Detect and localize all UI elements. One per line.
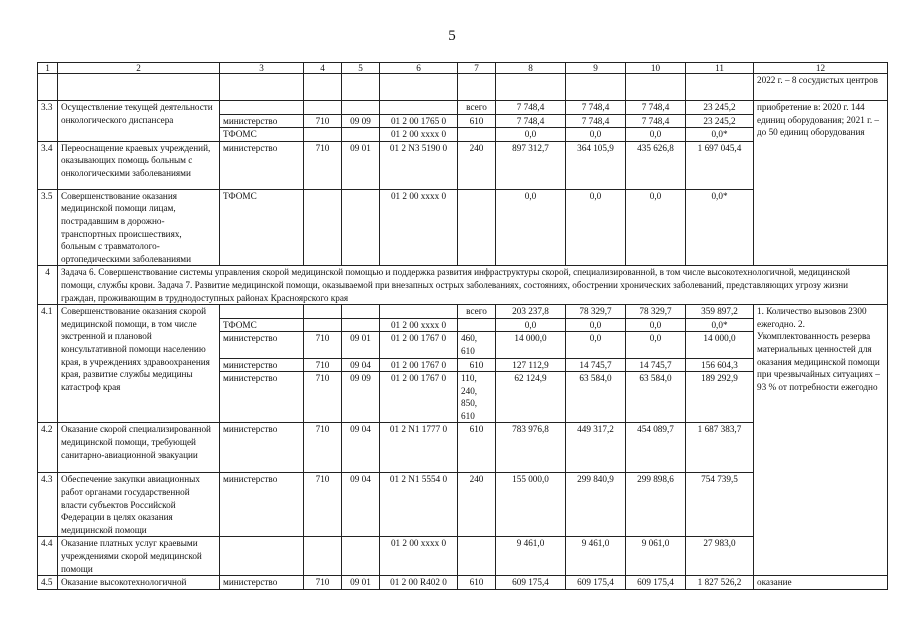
rzpr: 09 01 xyxy=(342,576,380,590)
year-3-value: 7 748,4 xyxy=(626,101,686,115)
year-3-value: 7 748,4 xyxy=(626,114,686,128)
grbs: 710 xyxy=(304,114,342,128)
vr: 240 xyxy=(458,141,496,189)
executor: министерство xyxy=(220,473,304,537)
grbs: 710 xyxy=(304,372,342,423)
row-number: 3.3 xyxy=(38,101,58,142)
header-cell: 9 xyxy=(566,63,626,74)
year-1-value: 897 312,7 xyxy=(496,141,566,189)
row-number: 4 xyxy=(38,266,58,305)
year-1-value: 127 112,9 xyxy=(496,358,566,372)
grbs: 710 xyxy=(304,473,342,537)
csr: 01 2 00 1767 0 xyxy=(380,372,458,423)
activity-name: Переоснащение краевых учреждений, оказывающих помощь больным с онкологическими заболеваниями xyxy=(58,141,220,189)
header-cell: 12 xyxy=(754,63,888,74)
activity-name: Обеспечение закупки авиационных работ органами государственной власти субъектов Российской Федерации в целях оказания медицинской помощи xyxy=(58,473,220,537)
vr: всего xyxy=(458,305,496,319)
rzpr xyxy=(342,189,380,266)
result-cell: 1. Количество вызовов 2300 ежегодно. 2. Укомплектованность резерва материальных ценностей для оказания медицинской помощи при чрезвычайных ситуациях – 93 % от потребности ежегодно xyxy=(754,305,888,576)
vr xyxy=(458,537,496,576)
rzpr: 09 01 xyxy=(342,141,380,189)
year-2-value: 0,0 xyxy=(566,189,626,266)
grbs xyxy=(304,101,342,115)
executor xyxy=(220,101,304,115)
total-value: 1 687 383,7 xyxy=(686,423,754,473)
year-3-value: 78 329,7 xyxy=(626,305,686,319)
activity-name: Оказание скорой специализированной медицинской помощи, требующей санитарно-авиационной эвакуации xyxy=(58,423,220,473)
total-value: 156 604,3 xyxy=(686,358,754,372)
year-3-value: 0,0 xyxy=(626,128,686,142)
year-2-value: 449 317,2 xyxy=(566,423,626,473)
header-cell: 3 xyxy=(220,63,304,74)
csr: 01 2 N1 5554 0 xyxy=(380,473,458,537)
executor: министерство xyxy=(220,423,304,473)
executor: министерство xyxy=(220,114,304,128)
vr xyxy=(458,189,496,266)
year-3-value: 63 584,0 xyxy=(626,372,686,423)
header-cell: 11 xyxy=(686,63,754,74)
year-1-value: 783 976,8 xyxy=(496,423,566,473)
year-2-value: 7 748,4 xyxy=(566,101,626,115)
total-value: 754 739,5 xyxy=(686,473,754,537)
header-cell: 5 xyxy=(342,63,380,74)
year-1-value: 609 175,4 xyxy=(496,576,566,590)
total-value: 27 983,0 xyxy=(686,537,754,576)
activity-name: Оказание платных услуг краевыми учреждениями скорой медицинской помощи xyxy=(58,537,220,576)
grbs xyxy=(304,189,342,266)
executor xyxy=(220,537,304,576)
table-row xyxy=(38,74,888,101)
year-1-value: 7 748,4 xyxy=(496,101,566,115)
executor xyxy=(220,305,304,319)
year-3-value: 0,0 xyxy=(626,332,686,358)
grbs xyxy=(304,305,342,319)
total-value: 0,0* xyxy=(686,128,754,142)
rzpr xyxy=(342,537,380,576)
row-number: 3.4 xyxy=(38,141,58,189)
year-3-value: 299 898,6 xyxy=(626,473,686,537)
year-3-value: 0,0 xyxy=(626,318,686,332)
vr: 610 xyxy=(458,114,496,128)
csr: 01 2 00 хххх 0 xyxy=(380,537,458,576)
executor: министерство xyxy=(220,358,304,372)
table-row xyxy=(38,101,888,115)
csr: 01 2 00 1767 0 xyxy=(380,332,458,358)
header-cell: 10 xyxy=(626,63,686,74)
grbs xyxy=(304,318,342,332)
grbs: 710 xyxy=(304,576,342,590)
vr: всего xyxy=(458,101,496,115)
year-1-value: 7 748,4 xyxy=(496,114,566,128)
grbs xyxy=(304,537,342,576)
csr: 01 2 00 хххх 0 xyxy=(380,318,458,332)
header-cell: 6 xyxy=(380,63,458,74)
executor: ТФОМС xyxy=(220,318,304,332)
total-value: 359 897,2 xyxy=(686,305,754,319)
year-3-value: 435 626,8 xyxy=(626,141,686,189)
csr: 01 2 00 1765 0 xyxy=(380,114,458,128)
vr: 110, 240, 850, 610 xyxy=(458,372,496,423)
rzpr xyxy=(342,128,380,142)
csr xyxy=(380,101,458,115)
year-1-value: 203 237,8 xyxy=(496,305,566,319)
section-row xyxy=(38,266,888,305)
grbs: 710 xyxy=(304,332,342,358)
total-value: 1 827 526,2 xyxy=(686,576,754,590)
total-value: 0,0* xyxy=(686,189,754,266)
program-table xyxy=(37,62,888,590)
year-3-value: 454 089,7 xyxy=(626,423,686,473)
row-number: 4.2 xyxy=(38,423,58,473)
year-3-value: 609 175,4 xyxy=(626,576,686,590)
vr xyxy=(458,318,496,332)
year-1-value: 0,0 xyxy=(496,318,566,332)
activity-name: Осуществление текущей деятельности онкологического диспансера xyxy=(58,101,220,142)
rzpr: 09 04 xyxy=(342,423,380,473)
csr: 01 2 00 хххх 0 xyxy=(380,128,458,142)
year-3-value: 14 745,7 xyxy=(626,358,686,372)
page-number: 5 xyxy=(448,28,456,44)
year-1-value: 155 000,0 xyxy=(496,473,566,537)
year-2-value: 7 748,4 xyxy=(566,114,626,128)
activity-name: Совершенствование оказания медицинской помощи лицам, пострадавшим в дорожно-транспортных происшествиях, больным с травматолого-ортопедическими заболеваниями xyxy=(58,189,220,266)
csr: 01 2 N1 1777 0 xyxy=(380,423,458,473)
year-3-value: 9 061,0 xyxy=(626,537,686,576)
rzpr xyxy=(342,318,380,332)
vr: 610 xyxy=(458,423,496,473)
year-2-value: 9 461,0 xyxy=(566,537,626,576)
total-value: 14 000,0 xyxy=(686,332,754,358)
row-number: 4.3 xyxy=(38,473,58,537)
row-number: 4.5 xyxy=(38,576,58,590)
year-1-value: 14 000,0 xyxy=(496,332,566,358)
year-2-value: 364 105,9 xyxy=(566,141,626,189)
table-row xyxy=(38,576,888,590)
csr: 01 2 N3 5190 0 xyxy=(380,141,458,189)
rzpr xyxy=(342,101,380,115)
csr: 01 2 00 R402 0 xyxy=(380,576,458,590)
year-2-value: 14 745,7 xyxy=(566,358,626,372)
vr: 610 xyxy=(458,358,496,372)
csr: 01 2 00 хххх 0 xyxy=(380,189,458,266)
grbs: 710 xyxy=(304,358,342,372)
header-cell: 4 xyxy=(304,63,342,74)
year-1-value: 0,0 xyxy=(496,128,566,142)
rzpr: 09 04 xyxy=(342,473,380,537)
row-number: 3.5 xyxy=(38,189,58,266)
vr: 610 xyxy=(458,576,496,590)
total-value: 189 292,9 xyxy=(686,372,754,423)
year-1-value: 62 124,9 xyxy=(496,372,566,423)
rzpr: 09 09 xyxy=(342,372,380,423)
header-cell: 1 xyxy=(38,63,58,74)
year-2-value: 0,0 xyxy=(566,318,626,332)
table-row xyxy=(38,305,888,319)
executor: министерство xyxy=(220,372,304,423)
vr: 460, 610 xyxy=(458,332,496,358)
header-cell: 2 xyxy=(58,63,220,74)
total-value: 1 697 045,4 xyxy=(686,141,754,189)
year-3-value: 0,0 xyxy=(626,189,686,266)
year-2-value: 78 329,7 xyxy=(566,305,626,319)
row-number: 4.4 xyxy=(38,537,58,576)
rzpr: 09 01 xyxy=(342,332,380,358)
executor: министерство xyxy=(220,332,304,358)
header-cell: 8 xyxy=(496,63,566,74)
rzpr: 09 04 xyxy=(342,358,380,372)
vr xyxy=(458,128,496,142)
year-2-value: 63 584,0 xyxy=(566,372,626,423)
year-1-value: 9 461,0 xyxy=(496,537,566,576)
grbs xyxy=(304,128,342,142)
section-text: Задача 6. Совершенствование системы управления скорой медицинской помощью и поддержка развития инфраструктуры скорой, специализированной, в том числе высокотехнологичной, медицинской помощи, службы крови. Задача 7. Развитие медицинской помощи, оказываемой при внезапных острых заболеваниях, состояниях, обострении хронических заболеваний, представляющих угрозу жизни граждан, проживающим в труднодоступных районах Красноярского края xyxy=(58,266,888,305)
result-cell: приобретение в: 2020 г. 144 единиц оборудования; 2021 г. – до 50 единиц оборудования xyxy=(754,101,888,266)
year-2-value: 299 840,9 xyxy=(566,473,626,537)
rzpr: 09 09 xyxy=(342,114,380,128)
csr xyxy=(380,305,458,319)
executor: министерство xyxy=(220,141,304,189)
vr: 240 xyxy=(458,473,496,537)
header-cell: 7 xyxy=(458,63,496,74)
result-cell: 2022 г. – 8 сосудистых центров xyxy=(754,74,888,101)
result-cell: оказание xyxy=(754,576,888,590)
total-value: 0,0* xyxy=(686,318,754,332)
executor: министерство xyxy=(220,576,304,590)
rzpr xyxy=(342,305,380,319)
total-value: 23 245,2 xyxy=(686,114,754,128)
year-2-value: 0,0 xyxy=(566,332,626,358)
year-1-value: 0,0 xyxy=(496,189,566,266)
row-number: 4.1 xyxy=(38,305,58,423)
executor: ТФОМС xyxy=(220,128,304,142)
activity-name: Оказание высокотехнологичной xyxy=(58,576,220,590)
csr: 01 2 00 1767 0 xyxy=(380,358,458,372)
header-row xyxy=(38,63,888,74)
total-value: 23 245,2 xyxy=(686,101,754,115)
year-2-value: 0,0 xyxy=(566,128,626,142)
executor: ТФОМС xyxy=(220,189,304,266)
grbs: 710 xyxy=(304,423,342,473)
year-2-value: 609 175,4 xyxy=(566,576,626,590)
grbs: 710 xyxy=(304,141,342,189)
activity-name: Совершенствование оказания скорой медицинской помощи, в том числе экстренной и плановой консультативной помощи населению края, в учреждениях здравоохранения края, развитие службы медицины катастроф края xyxy=(58,305,220,423)
